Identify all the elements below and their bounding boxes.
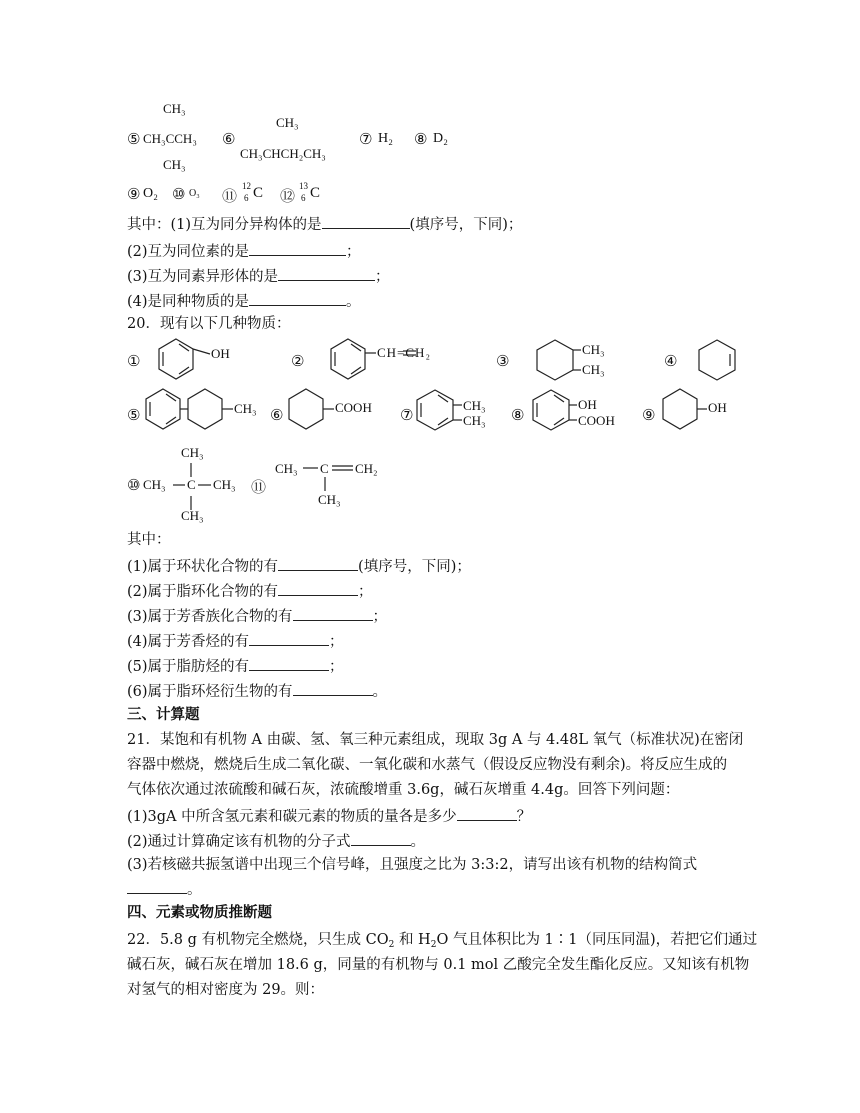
- s7-methyl-bottom: CH₃: [463, 413, 486, 428]
- s11-central-carbon: C: [320, 461, 329, 476]
- s10-methyl-bottom: CH₃: [181, 508, 204, 523]
- structure-number-9: ⑨: [642, 406, 656, 424]
- q19-part3: (3)互为同素异形体的是 ；: [127, 265, 390, 287]
- q20-title: 20．现有以下几种物质：: [127, 316, 291, 332]
- f5-top-methyl: CH₃: [163, 101, 186, 116]
- answer-blank[interactable]: [278, 580, 358, 596]
- structure-number-2: ②: [291, 352, 305, 370]
- section-3-heading: 三、计算题: [127, 706, 200, 723]
- s3-methyl-bottom: CH₃: [582, 362, 605, 377]
- item-number-5: ⑤: [127, 130, 141, 148]
- f11-symbol: C: [253, 185, 264, 201]
- structure-5-phenylmethylcyclohexane: [146, 389, 233, 429]
- answer-blank[interactable]: [249, 630, 329, 646]
- structure-number-11: ⑪: [251, 478, 267, 496]
- s9-hydroxyl-group: OH: [708, 400, 727, 415]
- structure-3-dimethylcyclohexane: [537, 340, 581, 380]
- q21-part1: (1)3gA 中所含氢元素和碳元素的物质的量各是多少 ？: [127, 805, 531, 827]
- f12-atomic-number: 6: [301, 193, 306, 203]
- s11-methyl-bottom: CH₃: [318, 492, 341, 507]
- s10-methyl-left: CH₃: [143, 477, 166, 492]
- q21-line2: 容器中燃烧，燃烧后生成二氧化碳、一氧化碳和水蒸气（假设反应物没有剩余)。将反应生成的: [127, 757, 728, 773]
- s11-methylene-right: CH₂: [355, 461, 378, 476]
- item-number-6: ⑥: [222, 130, 236, 148]
- item-number-8: ⑧: [414, 130, 428, 148]
- answer-blank[interactable]: [457, 805, 517, 821]
- structure-8-salicylic-acid: [533, 390, 577, 430]
- s2-vinyl-group: CH=CH₂: [377, 345, 431, 360]
- answer-blank[interactable]: [249, 655, 329, 671]
- structure-number-7: ⑦: [400, 406, 414, 424]
- f8-formula: D₂: [433, 131, 448, 146]
- f11-atomic-number: 6: [244, 193, 249, 203]
- q21-part3: (3)若核磁共振氢谱中出现三个信号峰，且强度之比为 3:3:2，请写出该有机物的结构简式: [127, 857, 698, 873]
- structure-4-cyclohexene: [699, 340, 735, 380]
- f7-formula: H₂: [378, 131, 393, 146]
- structure-number-5: ⑤: [127, 406, 141, 424]
- q21-part2: (2)通过计算确定该有机物的分子式 。: [127, 830, 425, 852]
- f5-bottom-methyl: CH₃: [163, 157, 186, 172]
- q22-line2: 碱石灰，碱石灰在增加 18.6 g，同量的有机物与 0.1 mol 乙酸完全发生酯化反应。又知该有机物: [127, 957, 750, 973]
- f12-symbol: C: [310, 185, 321, 201]
- s7-methyl-top: CH₃: [463, 398, 486, 413]
- q21-part3-answer: 。: [127, 878, 202, 900]
- s8-hydroxyl-group: OH: [578, 397, 597, 412]
- q20-part6: (6)属于脂环烃衍生物的有 。: [127, 680, 387, 702]
- q20-part2: (2)属于脂环化合物的有 ；: [127, 580, 373, 602]
- s5-methyl-group: CH₃: [234, 401, 257, 416]
- f10-formula: O₃: [189, 188, 200, 199]
- structure-number-1: ①: [127, 352, 141, 370]
- s10-methyl-top: CH₃: [181, 445, 204, 460]
- answer-blank[interactable]: [293, 605, 373, 621]
- answer-blank[interactable]: [351, 830, 411, 846]
- item-number-11: ⑪: [222, 187, 238, 205]
- q21-line3: 气体依次通过浓硫酸和碱石灰，浓硫酸增重 3.6g，碱石灰增重 4.4g。回答下列问题：: [127, 782, 680, 798]
- f6-main-chain: CH₃CHCH₂CH₃: [240, 146, 326, 161]
- s3-methyl-top: CH₃: [582, 342, 605, 357]
- q20-among: 其中：: [127, 532, 171, 548]
- q22-line1: 22．5.8 g 有机物完全燃烧，只生成 $CO_2$ 和 $H_2O$ 气且体积比为 1∶1（同压同温)，若把它们通过: [127, 932, 758, 950]
- item-number-7: ⑦: [359, 130, 373, 148]
- structure-number-10: ⑩: [127, 476, 141, 494]
- structure-number-4: ④: [664, 352, 678, 370]
- s6-carboxyl-group: COOH: [335, 400, 372, 415]
- answer-blank[interactable]: [293, 680, 373, 696]
- q20-part5: (5)属于脂肪烃的有 ；: [127, 655, 344, 677]
- section-4-heading: 四、元素或物质推断题: [127, 904, 272, 921]
- s1-hydroxyl-group: OH: [211, 346, 230, 361]
- q22-line3: 对氢气的相对密度为 29。则：: [127, 982, 325, 998]
- structure-1-phenol: [159, 339, 210, 379]
- structure-number-3: ③: [496, 352, 510, 370]
- s10-central-carbon: C: [187, 477, 196, 492]
- f5-main-chain: CH₃CCH₃: [143, 131, 197, 146]
- structure-number-6: ⑥: [270, 406, 284, 424]
- structure-number-8: ⑧: [511, 406, 525, 424]
- s11-methyl-left: CH₃: [275, 461, 298, 476]
- q19-part1: 其中：(1)互为同分异构体的是 (填序号，下同)；: [127, 213, 522, 235]
- q20-part3: (3)属于芳香族化合物的有 ；: [127, 605, 387, 627]
- q20-part1: (1)属于环状化合物的有 (填序号，下同)；: [127, 555, 471, 577]
- structure-9-cyclohexanol: [663, 389, 707, 429]
- q19-part2: (2)互为同位素的是 ；: [127, 240, 361, 262]
- structure-7-xylene: [417, 390, 462, 430]
- structure-6-cyclohexanecarboxylic-acid: [289, 389, 334, 429]
- f12-mass-number: 13: [299, 181, 308, 191]
- s10-methyl-right: CH₃: [213, 477, 236, 492]
- answer-blank[interactable]: [127, 878, 187, 894]
- q19-part4: (4)是同种物质的是 。: [127, 290, 361, 312]
- item-number-9: ⑨: [127, 185, 141, 203]
- s8-carboxyl-group: COOH: [578, 413, 615, 428]
- f6-top-methyl: CH₃: [276, 115, 299, 130]
- q20-part4: (4)属于芳香烃的有 ；: [127, 630, 344, 652]
- item-number-12: ⑫: [280, 187, 296, 205]
- answer-blank[interactable]: [278, 555, 358, 571]
- q21-line1: 21．某饱和有机物 A 由碳、氢、氧三种元素组成，现取 3g A 与 4.48L 氧气（标准状况)在密闭: [127, 732, 744, 748]
- f11-mass-number: 12: [242, 181, 251, 191]
- f9-formula: O₂: [143, 186, 158, 201]
- item-number-10: ⑩: [172, 185, 186, 203]
